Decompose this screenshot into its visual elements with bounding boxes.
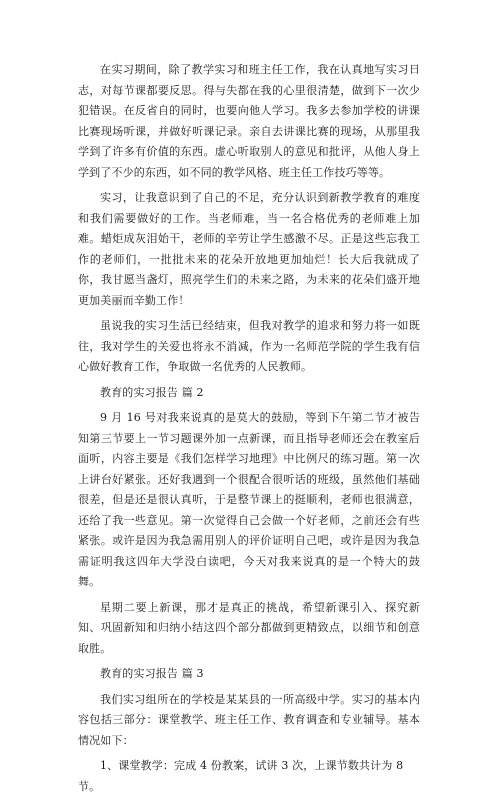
section-heading: 教育的实习报告 篇 2 <box>100 385 204 399</box>
list-item: 1、课堂教学：完成 4 份教案，试讲 3 次，上课节数共计为 8 节。 <box>78 759 404 793</box>
document-body <box>78 60 420 802</box>
section-heading: 教育的实习报告 篇 3 <box>100 667 204 680</box>
paragraph: 在实习期间，除了教学实习和班主任工作，我在认真地写实习日志，对每节课都要反思。得与失都在我的心里很清楚，做到下一次少犯错误。在反省自的同时，也要向他人学习。我多去参加学校的讲课比赛现场听课，并做好听课记录。亲自去讲课比赛的现场，从那里我学到了许多有价值的东西。虚心听取别人的意见和批评，从他人身上学到了不少的东西，如不同的教学风格、班主任工作技巧等等。 <box>78 63 420 179</box>
paragraph: 我们实习组所在的学校是某某县的一所高级中学。实习的基本内容包括三部分：课堂教学、班主任工作、教育调查和专业辅导。基本情况如下： <box>78 692 420 747</box>
paragraph: 星期二要上新课，那才是真正的挑战，希望新课引入、探究新知、巩固新知和归纳小结这四个部分都做到更精致点，以细节和创意取胜。 <box>78 600 420 655</box>
paragraph: 9 月 16 号对我来说真的是莫大的鼓励，等到下午第二节才被告知第三节要上一节习题课外加一点新课，而且指导老师还会在教室后面听，内容主要是《我们怎样学习地理》中比例尺的练习题。第一次上讲台好紧张。还好我遇到一个很配合很听话的班级，虽然他们基础很差，但是还是很认真听，于是整节课上的挺顺利，老师也很满意，还给了我一些意见。第一次觉得自己会做一个好老师，之前还会有些紧张。或许是因为我急需用别人的评价证明自己吧，或许是因为我急需证明我这四年大学没白读吧，今天对我来说真的是一个特大的鼓舞。 <box>78 411 420 588</box>
paragraph: 虽说我的实习生活已经结束，但我对教学的追求和努力将一如既往，我对学生的关爱也将永不消减，作为一名师范学院的学生我有信心做好教育工作，争取做一名优秀的人民教师。 <box>78 319 420 373</box>
paragraph: 实习，让我意识到了自己的不足，充分认识到新教学教育的难度和我们需要做好的工作。当老师难，当一名合格优秀的老师难上加难。蜡炬成灰泪始干，老师的辛劳让学生感激不尽。正是这些忘我工作的老师们，一批批未来的花朵开放地更加灿烂！长大后我就成了你，我甘愿当盏灯，照亮学生们的未来之路，为未来的花朵们盛开地更加美丽而辛勤工作！ <box>78 191 420 307</box>
